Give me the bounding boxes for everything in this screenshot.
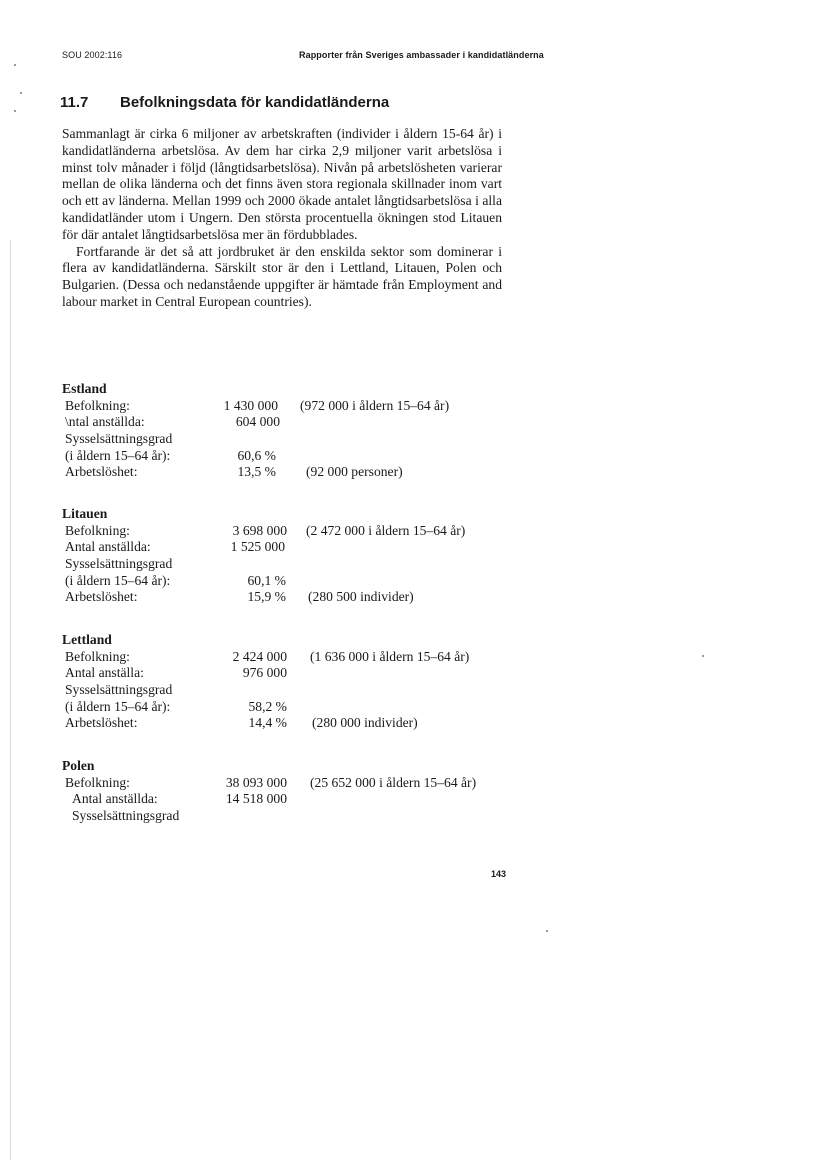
employed-label: Antal anställa: [65,665,144,681]
unemployment-label: Arbetslöshet: [65,589,138,605]
population-note: (1 636 000 i åldern 15–64 år) [310,648,470,664]
population-label: Befolkning: [65,397,130,413]
population-note: (2 472 000 i åldern 15–64 år) [306,522,466,538]
employment-rate-value: 60,6 % [237,447,276,463]
population-label: Befolkning: [65,648,130,664]
employed-value: 604 000 [235,414,280,430]
scan-speck [702,655,704,657]
unemployment-value: 13,5 % [237,464,276,480]
employed-value: 1 525 000 [230,539,285,555]
employed-label: Antal anställda: [72,791,158,807]
country-block-estland [62,381,532,481]
employment-rate-label-age: (i åldern 15–64 år): [65,447,171,463]
section-heading [60,94,389,111]
running-header-right: Rapporter från Sveriges ambassader i kandidatländerna [299,50,544,60]
scan-speck [546,930,548,932]
employed-label: Antal anställda: [65,539,151,555]
intro-paragraph: Fortfarande är det så att jordbruket är den enskilda sektor som dominerar i flera av kandidatländerna. Särskilt stor är den i Lettland, Litauen, Polen och Bulgarien. (Dessa och nedanstående uppgifter är hämtade från Employment and labour market in Central European countries). [62,243,502,309]
unemployment-note: (280 500 individer) [308,589,414,605]
employment-rate-label: Sysselsättningsgrad [65,556,173,572]
employment-rate-label-age: (i åldern 15–64 år): [65,698,171,714]
country-name: Lettland [62,632,112,647]
scan-edge-line [10,240,11,1160]
scan-speck [14,64,16,66]
country-name: Litauen [62,506,108,521]
employment-rate-label: Sysselsättningsgrad [65,682,173,698]
population-note: (25 652 000 i åldern 15–64 år) [310,774,477,790]
country-block-lettland [62,632,532,732]
section-title-text: Befolkningsdata för kandidatländerna [120,94,390,111]
country-block-litauen [62,506,532,606]
population-value: 38 093 000 [225,774,287,790]
population-label: Befolkning: [65,774,130,790]
scan-speck [14,110,16,112]
employed-value: 14 518 000 [225,791,287,807]
country-name: Polen [62,758,95,773]
unemployment-note: (280 000 individer) [312,715,418,731]
intro-text [62,126,502,311]
unemployment-value: 15,9 % [247,589,286,605]
population-value: 2 424 000 [232,648,287,664]
scan-speck [20,92,22,94]
unemployment-value: 14,4 % [248,715,287,731]
unemployment-label: Arbetslöshet: [65,464,138,480]
country-name: Estland [62,381,107,396]
country-block-polen [62,758,532,825]
employed-label: \ntal anställda: [65,414,145,430]
page-number: 143 [491,869,507,879]
intro-paragraph: Sammanlagt är cirka 6 miljoner av arbetskraften (individer i åldern 15-64 år) i kandidatländerna arbetslösa. Av dem har cirka 2,9 miljoner varit arbetslösa i minst tolv månader i följd (långtidsarbetslösa). Nivån på arbetslösheten varierar mellan de olika länderna och det finns även stora regionala skillnader inom vart och ett av länderna. Mellan 1999 och 2000 ökade antalet långtidsarbetslösa i alla kandidatländer utom i Ungern. Den största procentuella ökningen stod Litauen för där antalet långtidsarbetslösa mer än fördubblades. [62,126,502,242]
population-label: Befolkning: [65,522,130,538]
employment-rate-value: 58,2 % [248,698,287,714]
unemployment-label: Arbetslöshet: [65,715,138,731]
running-header-left: SOU 2002:116 [62,50,123,60]
population-value: 3 698 000 [232,522,287,538]
employment-rate-value: 60,1 % [247,572,286,588]
employment-rate-label: Sysselsättningsgrad [65,431,173,447]
population-note: (972 000 i åldern 15–64 år) [300,397,450,413]
employment-rate-label-age: (i åldern 15–64 år): [65,572,171,588]
employed-value: 976 000 [242,665,287,681]
employment-rate-label: Sysselsättningsgrad [72,808,180,824]
section-number: 11.7 [60,94,89,111]
unemployment-note: (92 000 personer) [306,464,403,480]
population-value: 1 430 000 [223,397,278,413]
